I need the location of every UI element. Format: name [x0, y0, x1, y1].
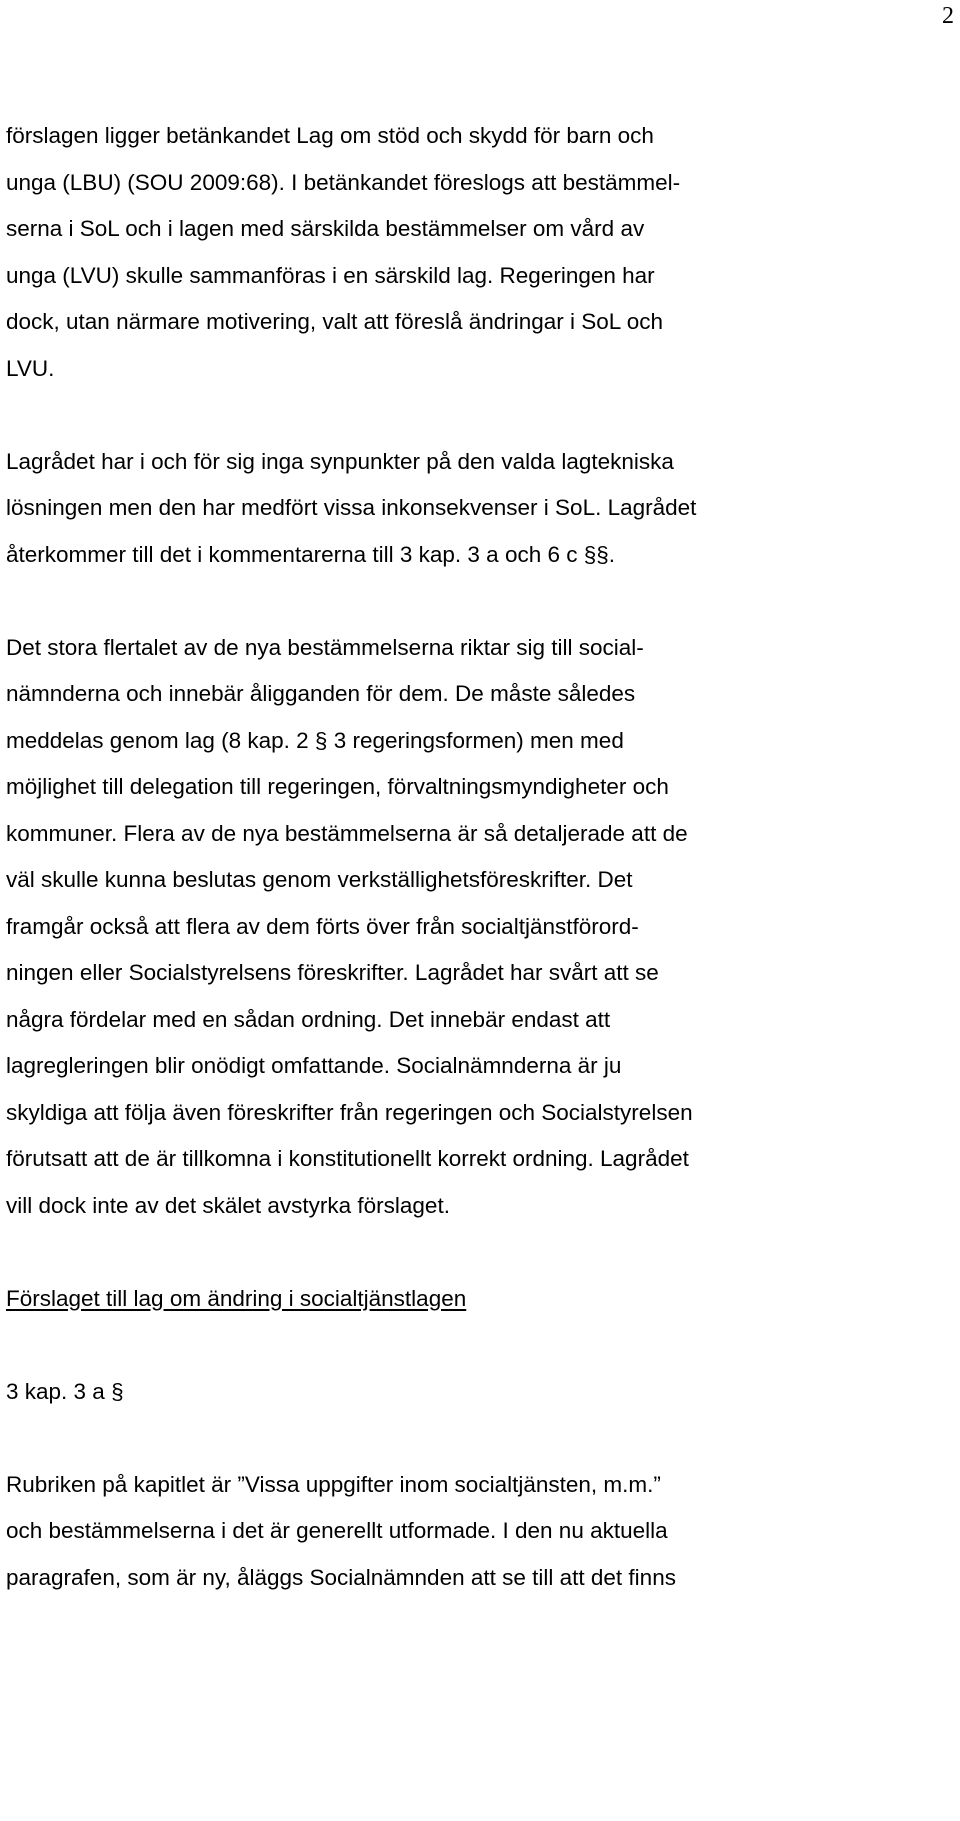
text-line: unga (LVU) skulle sammanföras i en särskild lag. Regeringen har [6, 262, 655, 288]
text-line: lagregleringen blir onödigt omfattande. Socialnämnderna är ju [6, 1053, 622, 1078]
paragraph-2 [6, 439, 951, 579]
text-line: och bestämmelserna i det är generellt utformade. I den nu aktuella [6, 1518, 668, 1543]
document-body [6, 113, 951, 1601]
text-line: meddelas genom lag (8 kap. 2 § 3 regeringsformen) men med [6, 727, 624, 753]
text-line: dock, utan närmare motivering, valt att föreslå ändringar i SoL och [6, 309, 664, 334]
text-line: kommuner. Flera av de nya bestämmelserna är så detaljerade att de [6, 820, 688, 846]
section-heading: Förslaget till lag om ändring i socialtjänstlagen [6, 1285, 467, 1311]
text-line: vill dock inte av det skälet avstyrka förslaget. [6, 1192, 450, 1218]
paragraph-3 [6, 625, 951, 1230]
text-line: några fördelar med en sådan ordning. Det innebär endast att [6, 1006, 611, 1032]
text-line: skyldiga att följa även föreskrifter från regeringen och Socialstyrelsen [6, 1099, 693, 1125]
text-line: framgår också att flera av dem förts över från socialtjänstförord- [6, 913, 639, 939]
text-line: serna i SoL och i lagen med särskilda bestämmelser om vård av [6, 216, 645, 241]
page-number: 2 [942, 3, 954, 29]
text-line: förslagen ligger betänkandet Lag om stöd och skydd för barn och [6, 123, 654, 148]
paragraph-spacer [6, 392, 951, 439]
paragraph-spacer [6, 1322, 951, 1369]
text-line: Det stora flertalet av de nya bestämmelserna riktar sig till social- [6, 634, 644, 660]
text-line: ningen eller Socialstyrelsens föreskrifter. Lagrådet har svårt att se [6, 960, 659, 985]
paragraph-spacer [6, 578, 951, 625]
text-line: unga (LBU) (SOU 2009:68). I betänkandet föreslogs att bestämmel- [6, 169, 681, 195]
text-line: Lagrådet har i och för sig inga synpunkter på den valda lagtekniska [6, 448, 674, 474]
text-line: paragrafen, som är ny, åläggs Socialnämnden att se till att det finns [6, 1564, 676, 1590]
text-line: lösningen men den har medfört vissa inkonsekvenser i SoL. Lagrådet [6, 495, 697, 520]
text-line: förutsatt att de är tillkomna i konstitutionellt korrekt ordning. Lagrådet [6, 1146, 689, 1171]
paragraph-spacer [6, 1229, 951, 1276]
text-line: möjlighet till delegation till regeringen, förvaltningsmyndigheter och [6, 774, 669, 799]
section-subheading: 3 kap. 3 a § [6, 1378, 124, 1404]
paragraph-spacer [6, 1415, 951, 1462]
text-line: Rubriken på kapitlet är ”Vissa uppgifter inom socialtjänsten, m.m.” [6, 1471, 661, 1497]
paragraph-1 [6, 113, 951, 392]
text-line: återkommer till det i kommentarerna till 3 kap. 3 a och 6 c §§. [6, 541, 616, 567]
text-line: LVU. [6, 355, 55, 381]
paragraph-4 [6, 1462, 951, 1602]
text-line: nämnderna och innebär åligganden för dem. De måste således [6, 681, 636, 706]
text-line: väl skulle kunna beslutas genom verkställighetsföreskrifter. Det [6, 867, 633, 892]
